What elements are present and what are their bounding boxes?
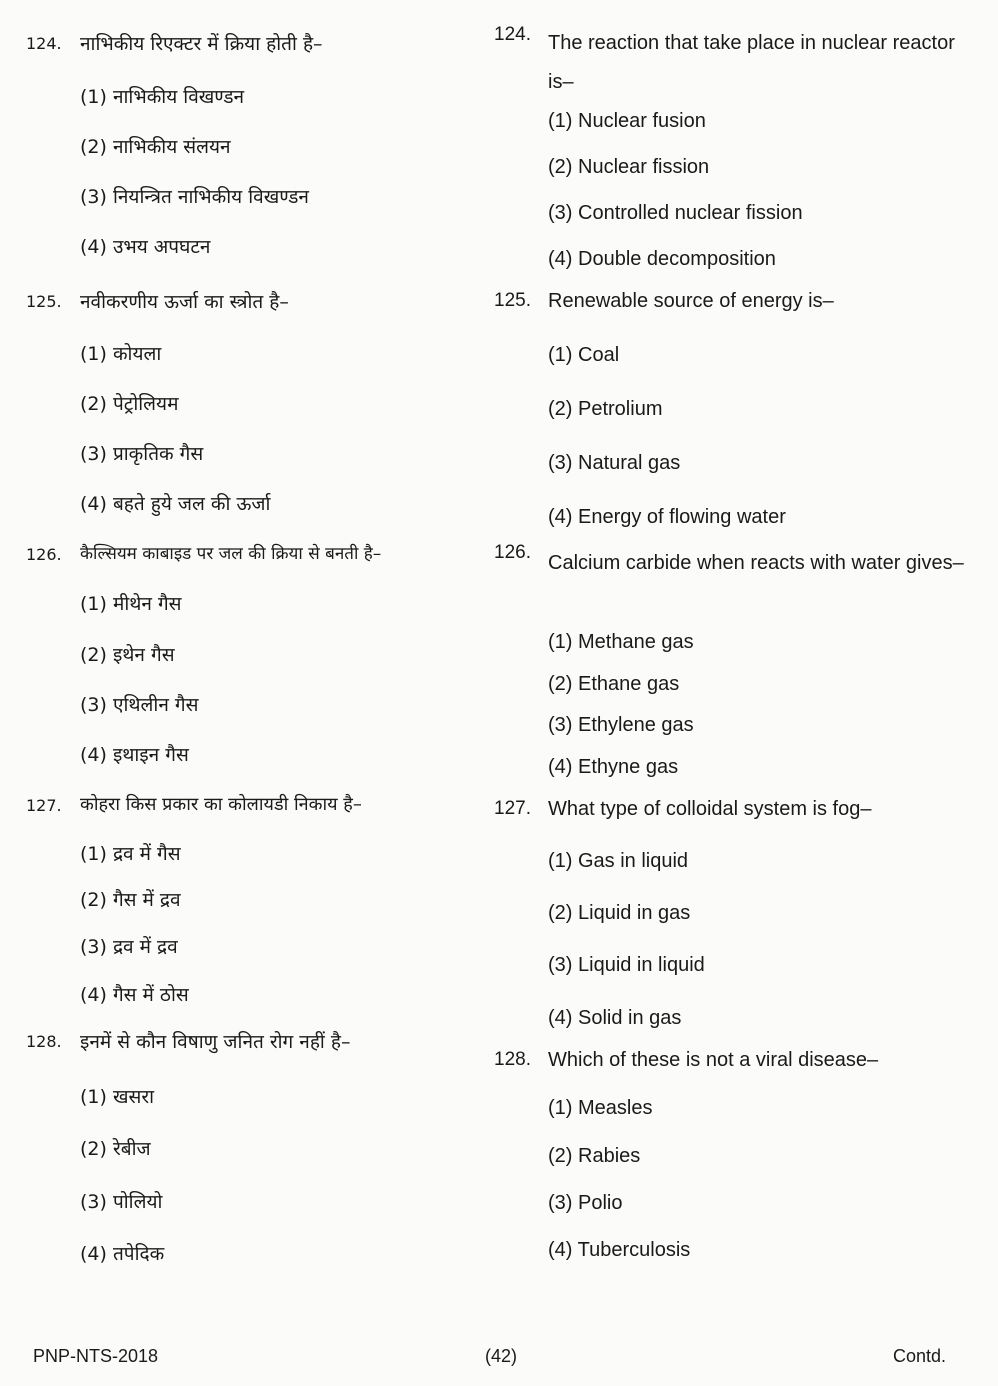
option: (3) एथिलीन गैस: [80, 694, 199, 716]
option: (2) Petrolium: [548, 398, 663, 420]
question-text: Renewable source of energy is–: [548, 290, 834, 312]
question-number: 128.: [26, 1032, 62, 1051]
question-text: The reaction that take place in nuclear reactor is–: [548, 32, 955, 93]
option: (3) नियन्त्रित नाभिकीय विखण्डन: [80, 186, 309, 208]
question-number: 127.: [26, 796, 62, 815]
option: (4) इथाइन गैस: [80, 744, 189, 766]
option: (2) गैस में द्रव: [80, 889, 181, 911]
option: (3) Ethylene gas: [548, 714, 694, 736]
option: (2) नाभिकीय संलयन: [80, 136, 231, 158]
option: (4) Solid in gas: [548, 1007, 682, 1029]
option: (4) तपेदिक: [80, 1243, 165, 1265]
question-text: What type of colloidal system is fog–: [548, 798, 872, 820]
option: (2) Liquid in gas: [548, 902, 691, 924]
option: (1) Coal: [548, 344, 620, 366]
option: (2) Nuclear fission: [548, 156, 710, 178]
option: (2) पेट्रोलियम: [80, 393, 179, 415]
question-text: Which of these is not a viral disease–: [548, 1049, 879, 1071]
option: (1) मीथेन गैस: [80, 593, 182, 615]
option: (1) खसरा: [80, 1086, 155, 1108]
option: (3) प्राकृतिक गैस: [80, 443, 204, 465]
option: (2) Ethane gas: [548, 673, 680, 695]
option: (1) द्रव में गैस: [80, 843, 181, 865]
question-number: 125.: [494, 290, 531, 311]
option: (4) Double decomposition: [548, 248, 776, 270]
option: (1) Methane gas: [548, 631, 694, 653]
question-text: Calcium carbide when reacts with water gives–: [548, 552, 964, 574]
option: (2) रेबीज: [80, 1138, 151, 1160]
question-text: कोहरा किस प्रकार का कोलायडी निकाय है–: [80, 794, 362, 815]
question-number: 127.: [494, 798, 531, 819]
question-number: 126.: [26, 545, 62, 564]
question-number: 128.: [494, 1049, 531, 1070]
question-number: 124.: [494, 24, 531, 45]
option: (1) Measles: [548, 1097, 653, 1119]
question-number: 126.: [494, 542, 531, 563]
option: (2) Rabies: [548, 1145, 641, 1167]
footer-page-number: (42): [485, 1346, 518, 1366]
option: (4) गैस में ठोस: [80, 984, 189, 1006]
option: (1) कोयला: [80, 343, 162, 365]
option: (4) Energy of flowing water: [548, 506, 786, 528]
question-text: नाभिकीय रिएक्टर में क्रिया होती है–: [80, 33, 323, 55]
option: (1) नाभिकीय विखण्डन: [80, 86, 245, 108]
option: (3) Controlled nuclear fission: [548, 202, 803, 224]
question-text: इनमें से कौन विषाणु जनित रोग नहीं है–: [80, 1031, 351, 1053]
question-text: नवीकरणीय ऊर्जा का स्त्रोत है–: [80, 291, 289, 313]
question-number: 124.: [26, 34, 62, 53]
question-text: कैल्सियम काबाइड पर जल की क्रिया से बनती है–: [80, 544, 382, 564]
option: (1) Gas in liquid: [548, 850, 689, 872]
option: (3) Liquid in liquid: [548, 954, 705, 976]
option: (4) Tuberculosis: [548, 1239, 691, 1261]
option: (4) उभय अपघटन: [80, 236, 211, 258]
option: (3) Polio: [548, 1192, 623, 1214]
option: (4) Ethyne gas: [548, 756, 679, 778]
option: (2) इथेन गैस: [80, 644, 175, 666]
option: (3) Natural gas: [548, 452, 681, 474]
footer-exam-code: PNP-NTS-2018: [33, 1346, 159, 1366]
option: (1) Nuclear fusion: [548, 110, 706, 132]
question-number: 125.: [26, 292, 62, 311]
option: (3) द्रव में द्रव: [80, 936, 178, 958]
footer-contd: Contd.: [893, 1346, 947, 1366]
option: (3) पोलियो: [80, 1191, 163, 1213]
option: (4) बहते हुये जल की ऊर्जा: [80, 493, 271, 515]
